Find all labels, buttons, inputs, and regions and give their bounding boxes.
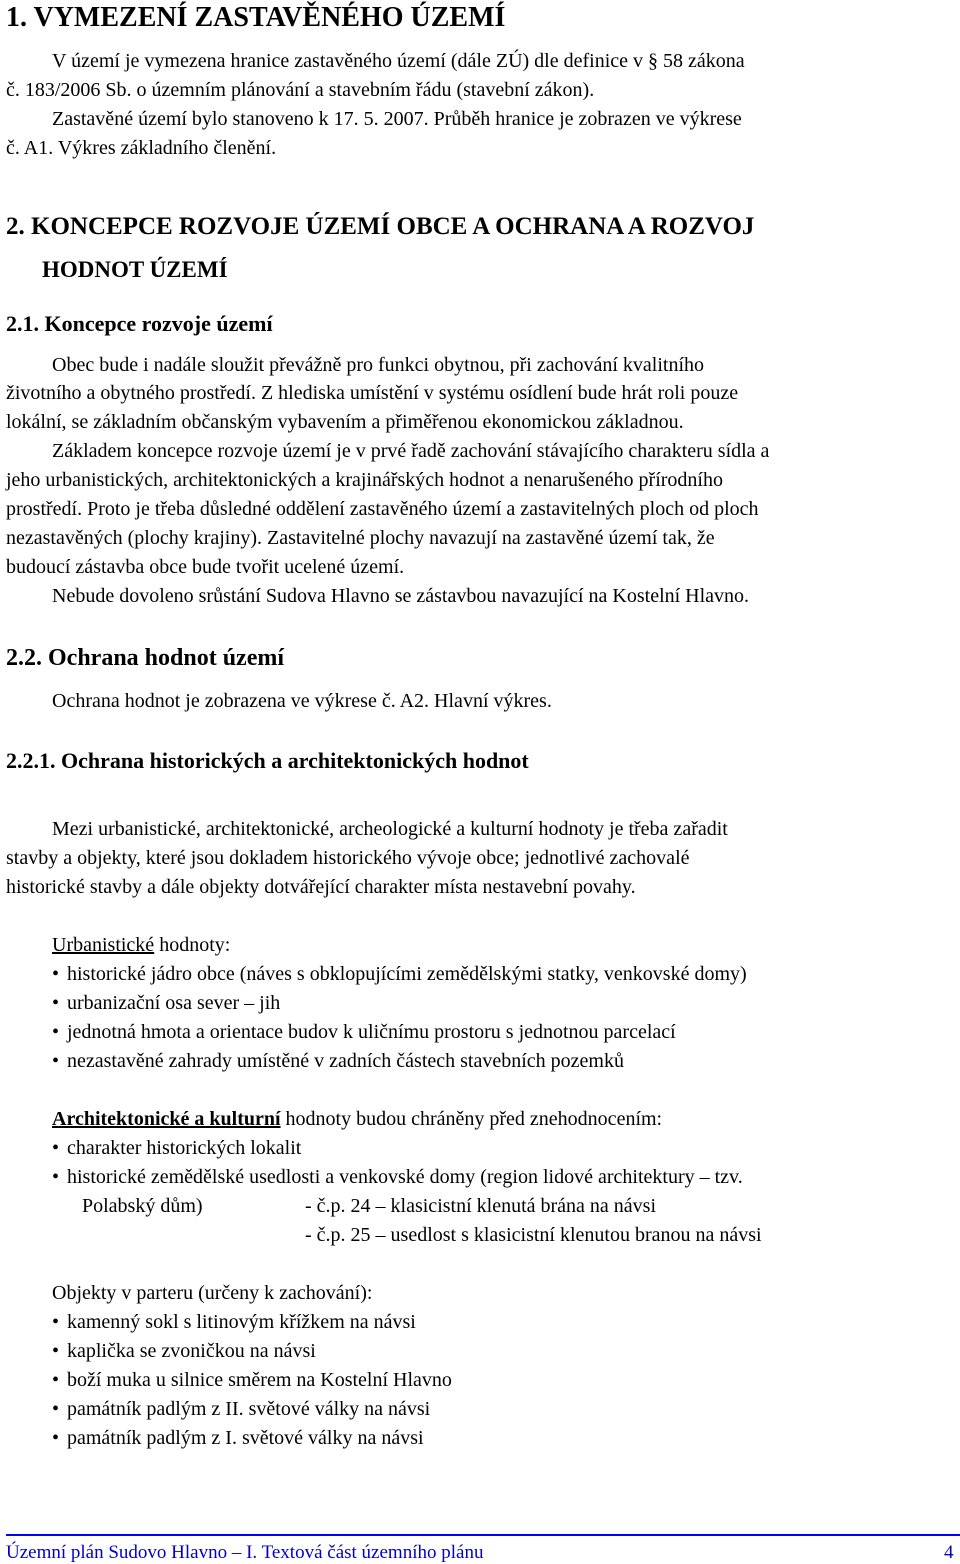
list-item — [52, 1311, 416, 1334]
section-2-heading-line-1: 2. KONCEPCE ROZVOJE ÚZEMÍ OBCE A OCHRANA A ROZVOJ — [6, 213, 755, 240]
list-item — [52, 992, 280, 1015]
paragraph-line: budoucí zástavba obce bude tvořit ucelené území. — [6, 556, 405, 578]
paragraph-line: lokální, se základním občanským vybavením a přiměřenou ekonomickou základnou. — [6, 411, 684, 433]
list-item-text: urbanizační osa sever – jih — [67, 992, 281, 1014]
arch-values-label-rest: hodnoty budou chráněny před znehodnocením: — [280, 1108, 663, 1130]
bullet-icon: • — [52, 1369, 60, 1391]
urban-values-label-bold: Urbanistické — [52, 934, 155, 956]
list-item — [52, 1340, 316, 1363]
subsection-2-2-heading: 2.2. Ochrana hodnot území — [6, 645, 285, 671]
bullet-icon: • — [52, 1050, 60, 1072]
bullet-icon: • — [52, 963, 60, 985]
footer-divider — [6, 1534, 960, 1536]
list-item-text: památník padlým z II. světové války na návsi — [67, 1398, 431, 1420]
bullet-icon: • — [52, 1137, 60, 1159]
paragraph-line: Mezi urbanistické, architektonické, archeologické a kulturní hodnoty je třeba zařadit — [52, 818, 728, 840]
paragraph-line: nezastavěných (plochy krajiny). Zastavitelné plochy navazují na zastavěné území tak, že — [6, 527, 715, 549]
bullet-icon: • — [52, 992, 60, 1014]
list-item — [52, 1427, 424, 1450]
list-item-text: charakter historických lokalit — [67, 1137, 302, 1159]
arch-values-label — [52, 1108, 662, 1131]
bullet-icon: • — [52, 1166, 60, 1188]
bullet-icon: • — [52, 1311, 60, 1333]
paragraph-line: jeho urbanistických, architektonických a krajinářských hodnot a nenarušeného přírodního — [6, 469, 723, 491]
paragraph-line: Obec bude i nadále sloužit převážně pro funkci obytnou, při zachování kvalitního — [52, 354, 705, 376]
subsection-2-2-1-heading: 2.2.1. Ochrana historických a architektonických hodnot — [6, 748, 529, 773]
section-2-heading-line-2: HODNOT ÚZEMÍ — [42, 257, 228, 282]
paragraph-line: Základem koncepce rozvoje území je v prvé řadě zachování stávajícího charakteru sídla a — [52, 440, 770, 462]
paragraph-line: Nebude dovoleno srůstání Sudova Hlavno se zástavbou navazující na Kostelní Hlavno. — [52, 585, 750, 607]
list-item — [52, 963, 747, 986]
arch-values-label-bold: Architektonické a kulturní — [52, 1108, 281, 1130]
bullet-icon: • — [52, 1427, 60, 1449]
list-item — [52, 1369, 452, 1392]
list-item-text: historické jádro obce (náves s obklopujícími zemědělskými statky, venkovské domy) — [67, 963, 747, 985]
footer-title: Územní plán Sudovo Hlavno – I. Textová část územního plánu — [6, 1542, 484, 1563]
list-item — [52, 1398, 430, 1421]
bullet-icon: • — [52, 1398, 60, 1420]
urban-values-label-rest: hodnoty: — [154, 934, 231, 956]
parter-objects-label: Objekty v parteru (určeny k zachování): — [52, 1282, 373, 1304]
subsection-2-1-heading: 2.1. Koncepce rozvoje území — [6, 311, 273, 336]
page-number: 4 — [944, 1542, 954, 1563]
paragraph-line: Ochrana hodnot je zobrazena ve výkrese č. A2. Hlavní výkres. — [52, 690, 552, 712]
house-25-note: - č.p. 25 – usedlost s klasicistní klenutou branou na návsi — [305, 1224, 762, 1246]
paragraph-line: životního a obytného prostředí. Z hlediska umístění v systému osídlení bude hrát roli pouze — [6, 382, 739, 404]
paragraph-line: V území je vymezena hranice zastavěného území (dále ZÚ) dle definice v § 58 zákona — [52, 50, 745, 72]
list-item-text: historické zemědělské usedlosti a venkovské domy (region lidové architektury – tzv. — [67, 1166, 743, 1188]
list-item-text: památník padlým z I. světové války na návsi — [67, 1427, 424, 1449]
list-item-continuation: Polabský dům) — [82, 1195, 203, 1217]
list-item-text: kaplička se zvoničkou na návsi — [67, 1340, 316, 1362]
paragraph-line: Zastavěné území bylo stanoveno k 17. 5. 2007. Průběh hranice je zobrazen ve výkrese — [52, 108, 742, 130]
paragraph-line: č. A1. Výkres základního členění. — [6, 137, 277, 159]
list-item-text: jednotná hmota a orientace budov k uličnímu prostoru s jednotnou parcelací — [67, 1021, 676, 1043]
list-item-text: nezastavěné zahrady umístěné v zadních částech stavebních pozemků — [67, 1050, 624, 1072]
list-item — [52, 1050, 624, 1073]
urban-values-label — [52, 934, 230, 957]
house-24-note: - č.p. 24 – klasicistní klenutá brána na návsi — [305, 1195, 657, 1217]
paragraph-line: historické stavby a dále objekty dotvářející charakter místa nestavební povahy. — [6, 876, 636, 898]
list-item-text: boží muka u silnice směrem na Kostelní Hlavno — [67, 1369, 452, 1391]
list-item — [52, 1021, 676, 1044]
bullet-icon: • — [52, 1021, 60, 1043]
section-1-heading: 1. VYMEZENÍ ZASTAVĚNÉHO ÚZEMÍ — [6, 2, 506, 33]
list-item — [52, 1166, 743, 1189]
list-item — [52, 1137, 301, 1160]
paragraph-line: č. 183/2006 Sb. o územním plánování a stavebním řádu (stavební zákon). — [6, 79, 595, 101]
paragraph-line: prostředí. Proto je třeba důsledné oddělení zastavěného území a zastavitelných ploch od ploch — [6, 498, 759, 520]
bullet-icon: • — [52, 1340, 60, 1362]
list-item-text: kamenný sokl s litinovým křížkem na návsi — [67, 1311, 416, 1333]
paragraph-line: stavby a objekty, které jsou dokladem historického vývoje obce; jednotlivé zachovalé — [6, 847, 690, 869]
